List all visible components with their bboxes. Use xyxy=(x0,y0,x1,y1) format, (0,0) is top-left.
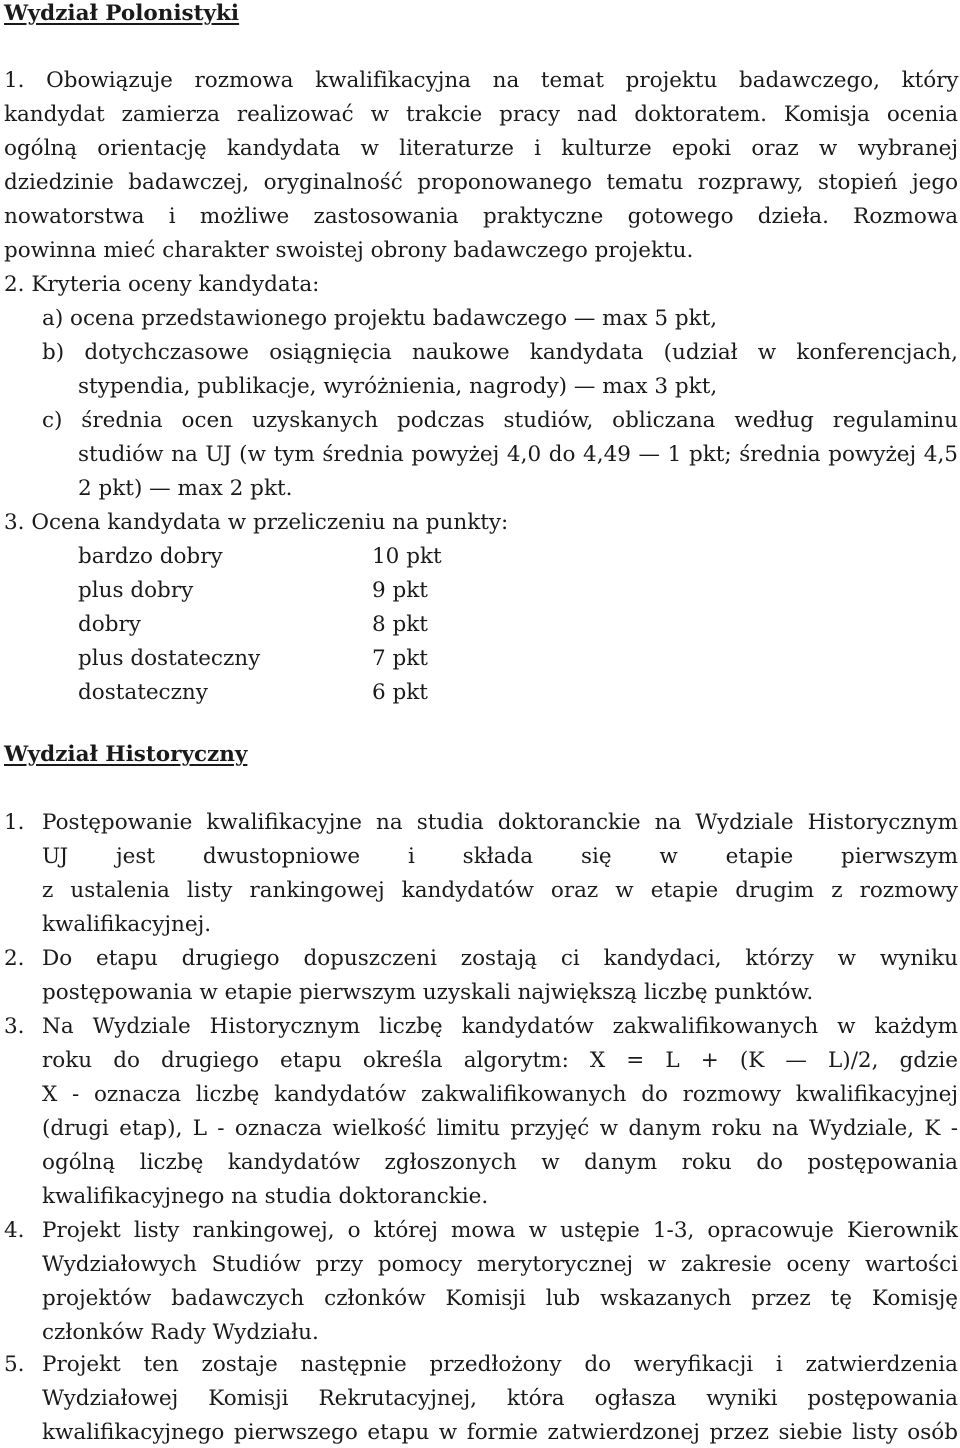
list-item-line: kwalifikacyjnego pierwszego etapu w formie zatwierdzonej przez siebie listy osób xyxy=(42,1420,958,1445)
points-title: 3. Ocena kandydata w przeliczeniu na punkty: xyxy=(4,510,509,535)
list-item-line: Projekt listy rankingowej, o której mowa w ustępie 1-3, opracowuje Kierownik xyxy=(42,1218,958,1243)
criteria-item: c) średnia ocen uzyskanych podczas studiów, obliczana według regulaminu xyxy=(42,408,958,433)
criteria-item: a) ocena przedstawionego projektu badawczego — max 5 pkt, xyxy=(42,306,718,331)
criteria-item: b) dotychczasowe osiągnięcia naukowe kandydata (udział w konferencjach, xyxy=(42,340,958,365)
list-item-number: 4. xyxy=(4,1218,25,1243)
list-item-line: Postępowanie kwalifikacyjne na studia doktoranckie na Wydziale Historycznym xyxy=(42,810,958,835)
paragraph-line: ogólną orientację kandydata w literaturze i kulturze epoki oraz w wybranej xyxy=(4,136,958,161)
list-item-number: 1. xyxy=(4,810,25,835)
grade-points: 10 pkt xyxy=(372,544,442,569)
grade-label: bardzo dobry xyxy=(78,544,223,569)
list-item-line: UJ jest dwustopniowe i składa się w etapie pierwszym xyxy=(42,844,958,869)
paragraph-line: 1. Obowiązuje rozmowa kwalifikacyjna na temat projektu badawczego, który xyxy=(4,68,959,93)
list-item-number: 5. xyxy=(4,1352,25,1377)
grade-label: plus dostateczny xyxy=(78,646,261,671)
list-item-line: Wydziałowej Komisji Rekrutacyjnej, która ogłasza wyniki postępowania xyxy=(42,1386,958,1411)
grade-points: 6 pkt xyxy=(372,680,428,705)
grade-points: 8 pkt xyxy=(372,612,428,637)
list-item-line: (drugi etap), L - oznacza wielkość limitu przyjęć w danym roku na Wydziale, K - xyxy=(42,1116,958,1141)
criteria-item-continued: stypendia, publikacje, wyróżnienia, nagrody) — max 3 pkt, xyxy=(78,374,718,399)
list-item-line: z ustalenia listy rankingowej kandydatów oraz w etapie drugim z rozmowy xyxy=(42,878,958,903)
list-item-line: członków Rady Wydziału. xyxy=(42,1320,319,1345)
list-item-line: kwalifikacyjnego na studia doktoranckie. xyxy=(42,1184,489,1209)
grade-label: dostateczny xyxy=(78,680,208,705)
list-item-line: Do etapu drugiego dopuszczeni zostają ci kandydaci, którzy w wyniku xyxy=(42,946,958,971)
paragraph-line: dziedzinie badawczej, oryginalność proponowanego tematu rozprawy, stopień jego xyxy=(4,170,958,195)
list-item-line: projektów badawczych członków Komisji lub wskazanych przez tę Komisję xyxy=(42,1286,958,1311)
list-item-line: ogólną liczbę kandydatów zgłoszonych w danym roku do postępowania xyxy=(42,1150,958,1175)
paragraph-line: kandydat zamierza realizować w trakcie pracy nad doktoratem. Komisja ocenia xyxy=(4,102,958,127)
criteria-title: 2. Kryteria oceny kandydata: xyxy=(4,272,320,297)
list-item-line: roku do drugiego etapu określa algorytm: X = L + (K — L)/2, gdzie xyxy=(42,1048,958,1073)
criteria-item-continued: 2 pkt) — max 2 pkt. xyxy=(78,476,293,501)
list-item-line: Projekt ten zostaje następnie przedłożony do weryfikacji i zatwierdzenia xyxy=(42,1352,958,1377)
section-heading-polonistyka: Wydział Polonistyki xyxy=(4,1,240,26)
list-item-number: 2. xyxy=(4,946,25,971)
criteria-item-continued: studiów na UJ (w tym średnia powyżej 4,0 do 4,49 — 1 pkt; średnia powyżej 4,5 xyxy=(78,442,958,467)
list-item-line: kwalifikacyjnej. xyxy=(42,912,212,937)
grade-label: plus dobry xyxy=(78,578,194,603)
grade-label: dobry xyxy=(78,612,141,637)
grade-points: 9 pkt xyxy=(372,578,428,603)
paragraph-line: powinna mieć charakter swoistej obrony badawczego projektu. xyxy=(4,238,694,263)
list-item-line: Na Wydziale Historycznym liczbę kandydatów zakwalifikowanych w każdym xyxy=(42,1014,958,1039)
section-heading-historyczny: Wydział Historyczny xyxy=(4,742,248,767)
paragraph-line: nowatorstwa i możliwe zastosowania praktyczne gotowego dzieła. Rozmowa xyxy=(4,204,958,229)
grade-points: 7 pkt xyxy=(372,646,428,671)
list-item-number: 3. xyxy=(4,1014,25,1039)
list-item-line: postępowania w etapie pierwszym uzyskali największą liczbę punktów. xyxy=(42,980,814,1005)
list-item-line: X - oznacza liczbę kandydatów zakwalifikowanych do rozmowy kwalifikacyjnej xyxy=(42,1082,958,1107)
list-item-line: Wydziałowych Studiów przy pomocy merytorycznej w zakresie oceny wartości xyxy=(42,1252,958,1277)
